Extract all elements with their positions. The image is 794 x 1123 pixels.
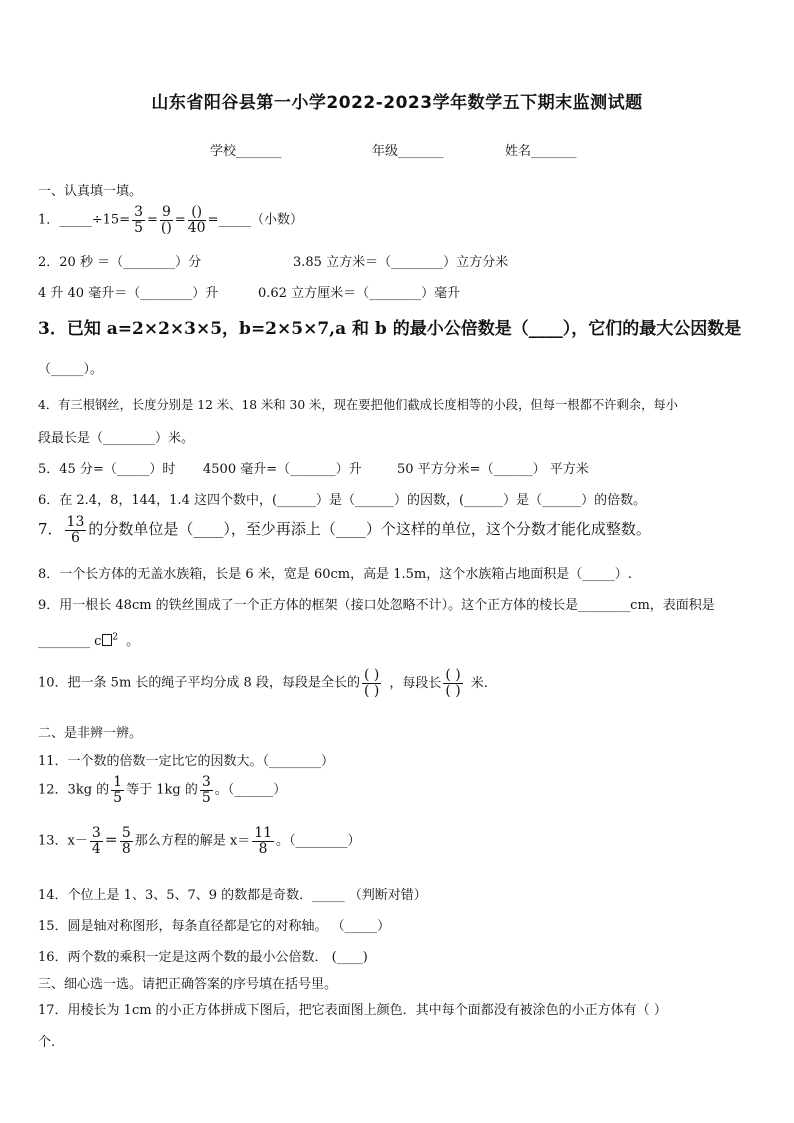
name-field: 姓名_______ xyxy=(505,144,577,159)
fraction: $\frac{11}{8}$ xyxy=(254,825,273,857)
q7-text: 的分数单位是（____），至少再添上（____）个这样的单位，这个分数才能化成整数。 xyxy=(88,520,651,539)
question-10: 10．把一条 5m 长的绳子平均分成 8 段，每段是全长的 $\frac{( )}{( )}$ ，每段长 $\frac{( )}{( )}$ 米. xyxy=(38,667,488,699)
question-5-b: 4500 毫升=（_______）升 xyxy=(203,462,362,477)
school-field: 学校_______ xyxy=(210,144,282,159)
fraction: $\frac{1}{5}$ xyxy=(113,774,123,806)
question-9: 9．用一根长 48cm 的铁丝围成了一个正方体的框架（接口处忽略不计）。这个正方体的棱长是________cm，表面积是 xyxy=(38,598,715,613)
question-13: 13．x－ $\frac{3}{4}$ ＝ $\frac{5}{8}$ 那么方程的解是 x＝ $\frac{11}{8}$ 。（________） xyxy=(38,825,361,857)
question-4-cont: 段最长是（________）米。 xyxy=(38,431,195,446)
fraction: $\frac{13}{6}$ xyxy=(66,514,85,546)
question-16: 16．两个数的乘积一定是这两个数的最小公倍数． (____) xyxy=(38,950,368,965)
question-7: 7． $\frac{13}{6}$ 的分数单位是（____），至少再添上（____）个这样的单位，这个分数才能化成整数。 xyxy=(38,514,651,546)
section-heading: 三、细心选一选。请把正确答案的序号填在括号里。 xyxy=(38,977,338,992)
question-12: 12．3kg 的 $\frac{1}{5}$ 等于 1kg 的 $\frac{3}{5}$ 。（______） xyxy=(38,774,287,806)
fraction: $\frac{3}{5}$ xyxy=(134,204,144,236)
fraction: $\frac{5}{8}$ xyxy=(121,825,131,857)
question-11: 11．一个数的倍数一定比它的因数大。（________） xyxy=(38,754,335,769)
page-title: 山东省阳谷县第一小学2022-2023学年数学五下期末监测试题 xyxy=(151,93,643,113)
question-15: 15．圆是轴对称图形，每条直径都是它的对称轴。 （_____） xyxy=(38,919,391,934)
question-1: 1．_____÷15= $\frac{3}{5}$ = $\frac{9}{()}$ = $\frac{()}{40}$ =_____（小数） xyxy=(38,204,303,236)
fraction: $\frac{( )}{( )}$ xyxy=(363,667,380,699)
question-3-cont: （_____）。 xyxy=(38,362,104,377)
question-17: 17．用棱长为 1cm 的小正方体拼成下图后，把它表面图上颜色．其中每个面都没有被涂色的小正方体有（ ） xyxy=(38,1003,667,1018)
question-4: 4．有三根钢丝，长度分别是 12 米、18 米和 30 米，现在要把他们截成长度相等的小段，但每一根都不许剩余，每小 xyxy=(38,398,678,412)
section-heading: 一、认真填一填。 xyxy=(38,184,143,199)
fraction: $\frac{( )}{( )}$ xyxy=(445,667,461,699)
q1-text-b: =_____（小数） xyxy=(207,212,303,228)
question-14: 14．个位上是 1、3、5、7、9 的数都是奇数．_____ （判断对错） xyxy=(38,888,427,903)
section-heading: 二、是非辨一辨。 xyxy=(38,726,143,741)
question-2-a: 2．20 秒 ＝（________）分 xyxy=(38,255,202,270)
question-17-cont: 个. xyxy=(38,1035,56,1050)
grade-field: 年级_______ xyxy=(372,144,444,159)
question-5-c: 50 平方分米=（______） 平方米 xyxy=(397,462,589,477)
question-3: 3．已知 a=2×2×3×5，b=2×5×7,a 和 b 的最小公倍数是（____），它们的最大公因数是 xyxy=(38,319,742,339)
question-9-cont: ________ c $^2$ 。 xyxy=(38,632,140,649)
q1-text-a: 1．_____÷15= xyxy=(38,212,131,228)
fraction: $\frac{3}{5}$ xyxy=(201,774,211,806)
question-2-d: 0.62 立方厘米＝（________）毫升 xyxy=(258,286,461,301)
fraction: $\frac{9}{()}$ xyxy=(160,204,172,236)
question-2-b: 3.85 立方米＝（________）立方分米 xyxy=(293,255,509,270)
question-8: 8．一个长方体的无盖水族箱，长是 6 米，宽是 60cm，高是 1.5m，这个水族箱占地面积是（_____）. xyxy=(38,567,632,582)
fraction: $\frac{3}{4}$ xyxy=(91,825,101,857)
fraction: $\frac{()}{40}$ xyxy=(187,204,206,236)
question-2-c: 4 升 40 毫升＝（________）升 xyxy=(38,286,219,301)
question-5-a: 5．45 分=（_____）时 xyxy=(38,462,176,477)
question-6: 6．在 2.4，8，144，1.4 这四个数中，(______）是（______）的因数，(______）是（______）的倍数。 xyxy=(38,493,647,508)
